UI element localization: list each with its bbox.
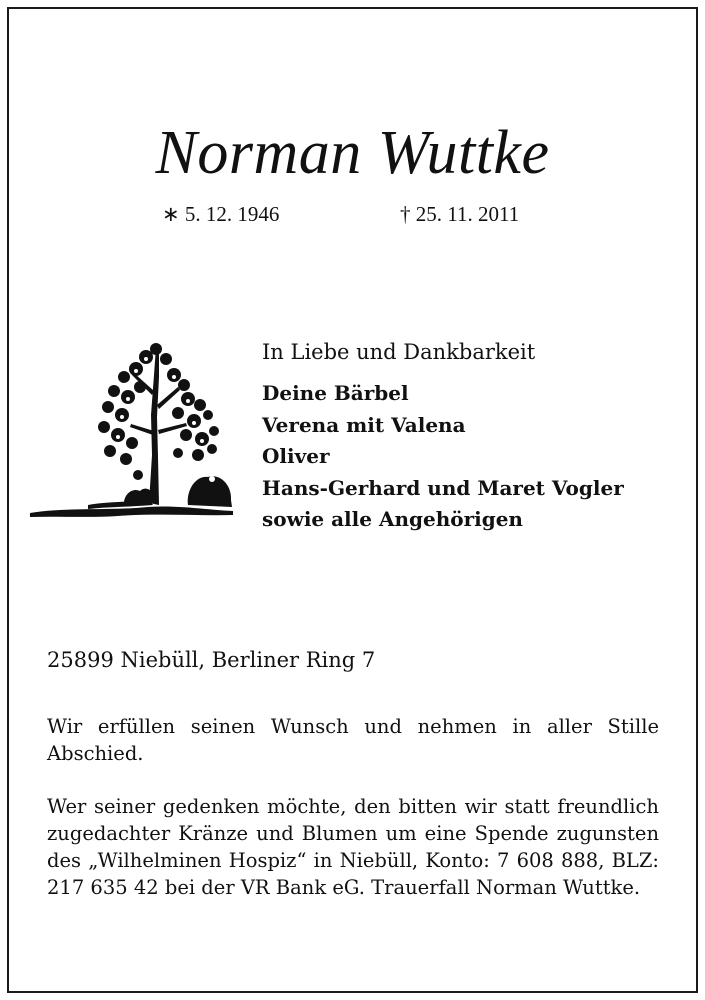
death-date: † 25. 11. 2011 (400, 202, 520, 226)
mourner: Verena mit Valena (262, 412, 466, 437)
mourner: Oliver (262, 444, 330, 468)
mourner: Deine Bärbel (262, 381, 409, 405)
address: 25899 Niebüll, Berliner Ring 7 (47, 648, 376, 672)
donation-paragraph: Wer seiner gedenken möchte, den bitten wir statt freundlich zugedachter Kränze und Blumen um eine Spende zugunsten des „Wilhelminen Hospiz“ in Niebüll, Konto: 7 608 888, BLZ: 217 635 42 bei der VR Bank eG. Trauerfall Norman Wuttke. (47, 795, 659, 899)
mourners-list (262, 378, 624, 536)
birth-date: ∗ 5. 12. 1946 (162, 202, 280, 226)
dedication-line: In Liebe und Dankbarkeit (262, 340, 536, 364)
farewell-paragraph: Wir erfüllen seinen Wunsch und nehmen in aller Stille Abschied. (47, 715, 659, 765)
mourner: Hans-Gerhard und Maret Vogler (262, 475, 624, 500)
birch-tree-icon (28, 335, 238, 525)
mourner: sowie alle Angehörigen (262, 507, 523, 531)
deceased-name: Norman Wuttke (155, 119, 550, 187)
